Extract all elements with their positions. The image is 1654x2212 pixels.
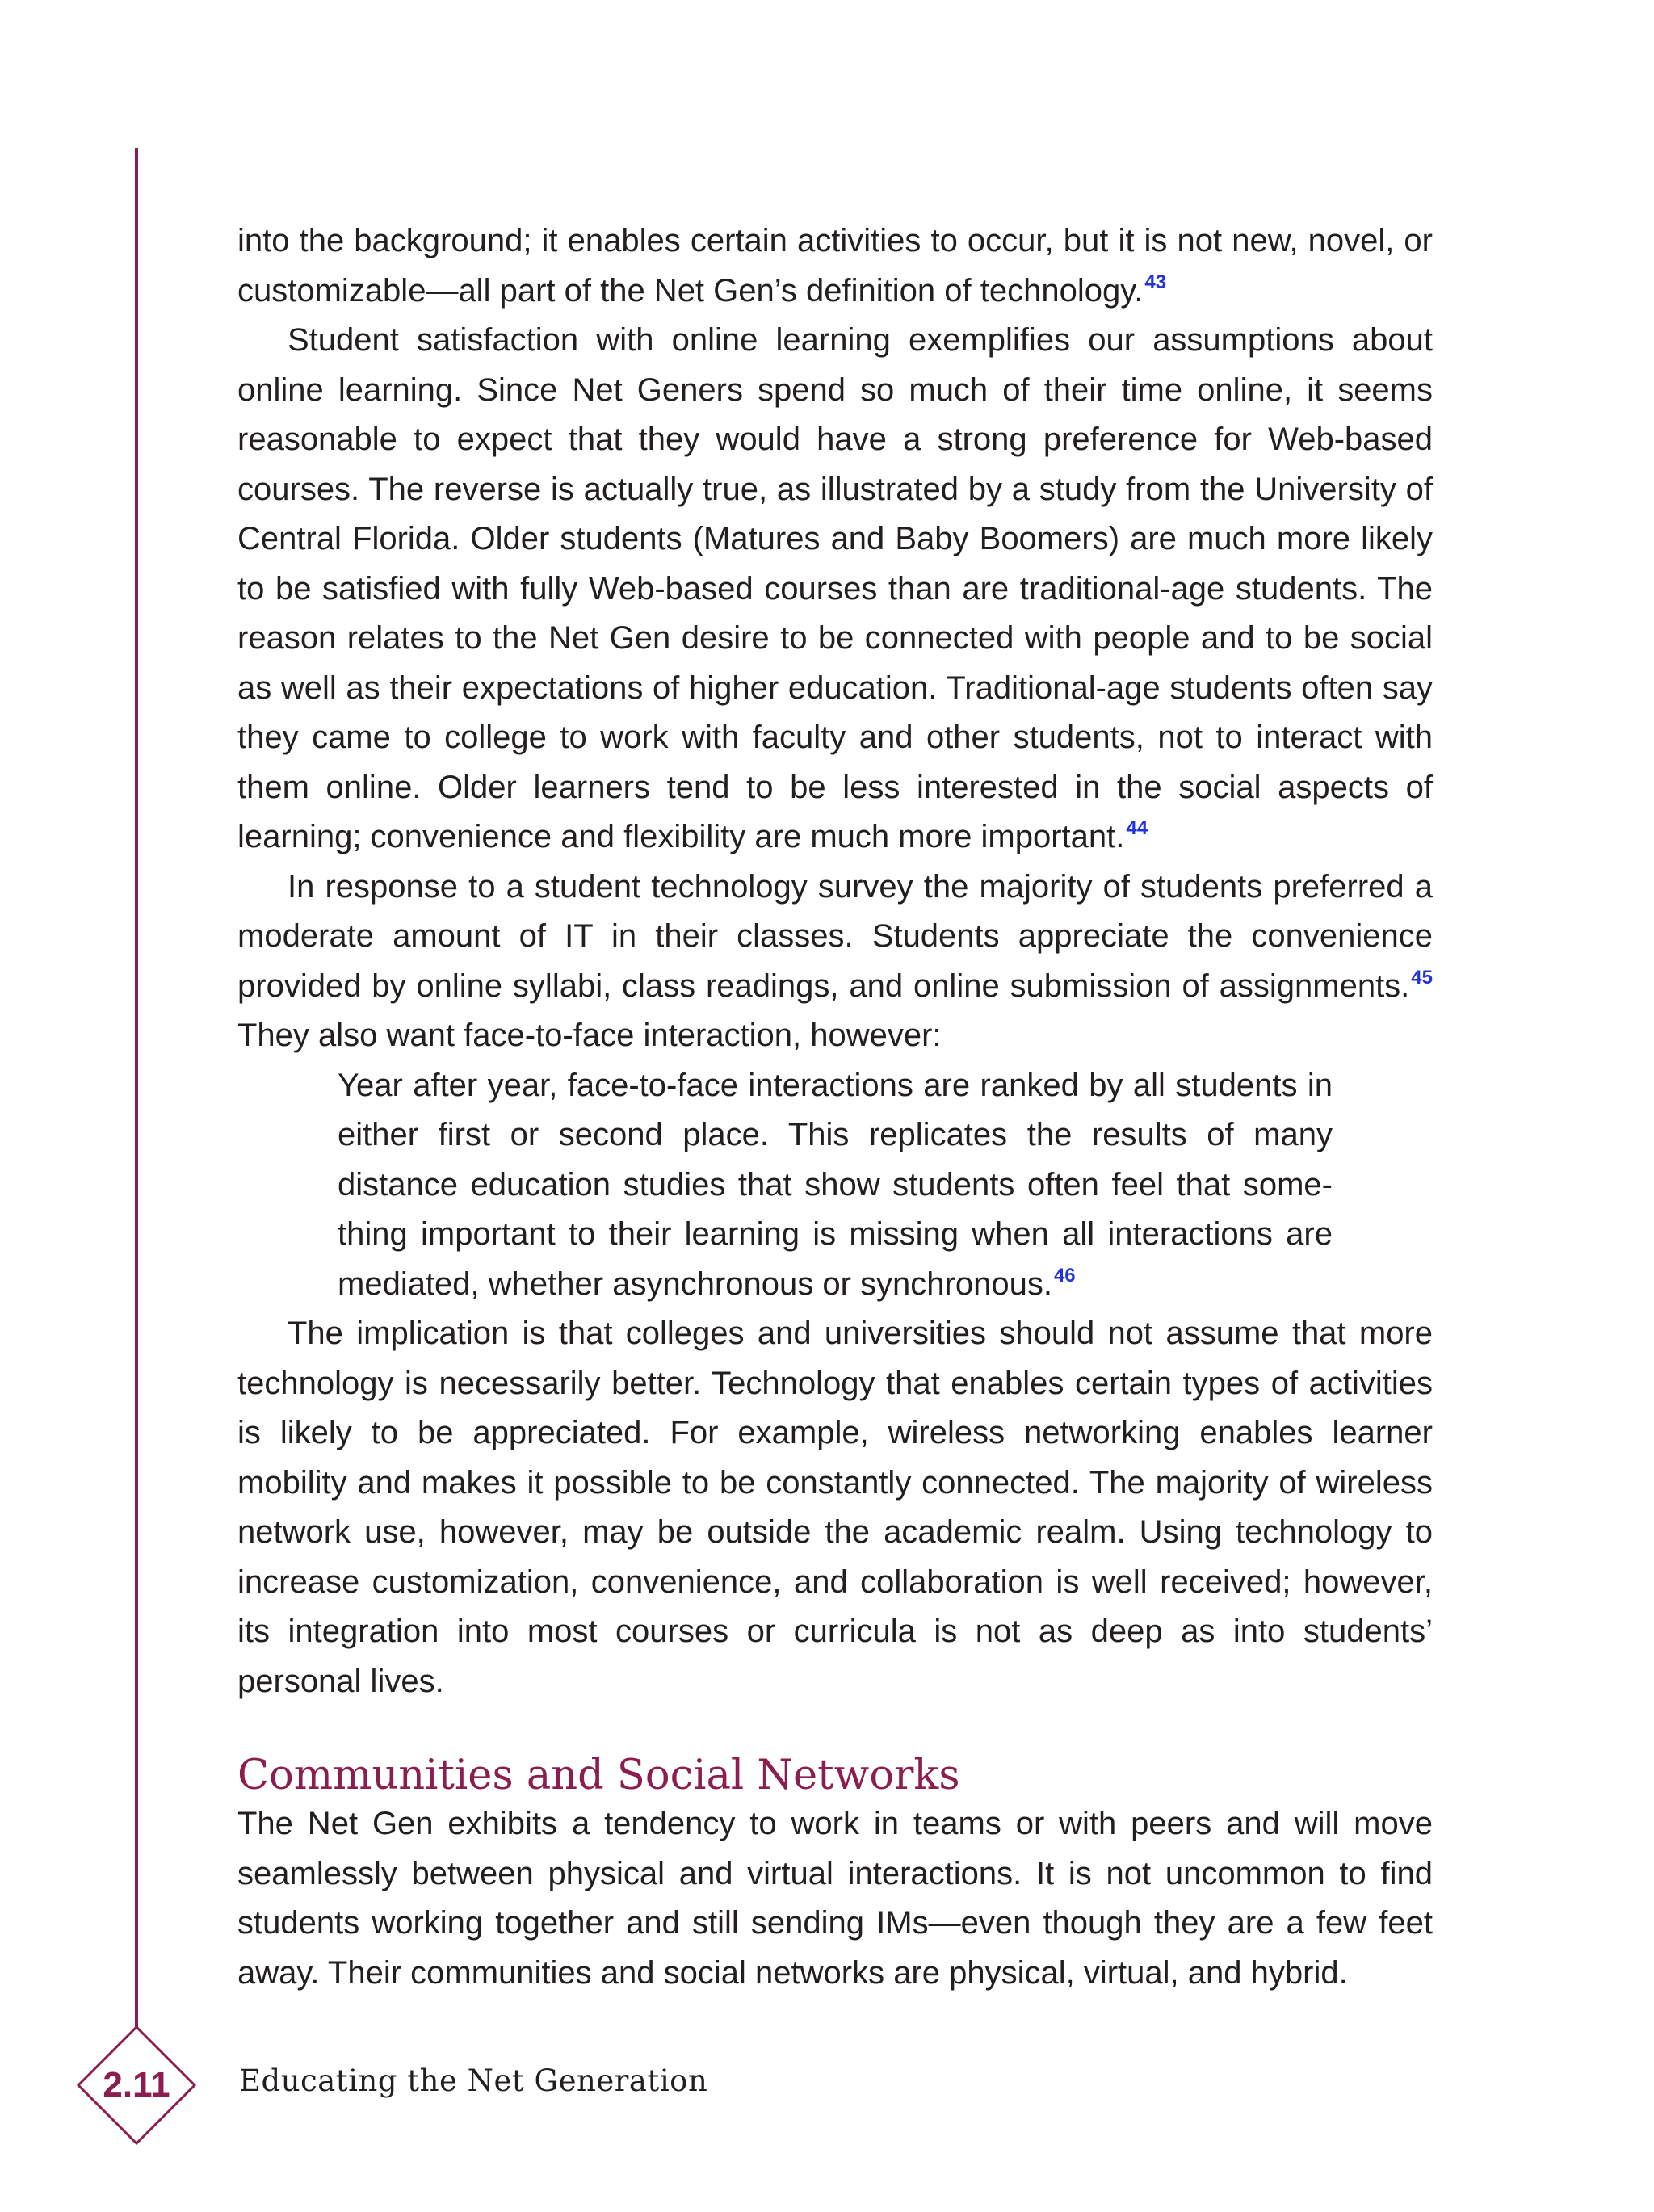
paragraph-2-text: Student satisfaction with online learning exemplifies our assumptions about online learning. Since Net Geners spend so much of their time online, it seems reasonable to expect that they would have a strong preference for Web-based courses. The reverse is actually true, as illustrated by a study from the University of Central Florida. Older students (Matures and Baby Boomers) are much more likely to be satisfied with fully Web-based courses than are traditional-age students. The reason relates to the Net Gen desire to be connected with people and to be social as well as their expectations of higher education. Traditional-age students often say they came to college to work with faculty and other students, not to interact with them online. Older learners tend to be less interested in the social aspects of learning; convenience and flexibility are much more important.: [237, 322, 1433, 854]
paragraph-2: [237, 316, 1433, 863]
paragraph-4-text: The implication is that colleges and universities should not assume that more technology is necessarily better. Technology that enables certain types of activities is likely to be appreciated. For example, wireless networking enables learner mobility and makes it possible to be constantly connected. The majority of wireless network use, however, may be outside the academic realm. Using technology to increase customization, convenience, and collaboration is well received; however, its integration into most courses or curricula is not as deep as into students’ personal lives.: [237, 1316, 1433, 1699]
paragraph-3-text-continued: They also want face-to-face interaction, however:: [237, 1018, 942, 1053]
paragraph-3: [237, 863, 1433, 1061]
section-paragraph-1: The Net Gen exhibits a tendency to work in teams or with peers and will move seamlessly between physical and virtual interactions. It is not uncommon to find students working together and still sending IMs—even though they are a few feet away. Their communities and social networks are physical, virtual, and hybrid.: [237, 1806, 1433, 1991]
paragraph-1-text: into the background; it enables certain activities to occur, but it is not new, novel, or customizable—all part of the Net Gen’s definition of technology.: [237, 223, 1433, 309]
footnote-ref-45[interactable]: 45: [1411, 966, 1433, 988]
footnote-ref-46[interactable]: 46: [1053, 1264, 1076, 1286]
block-quote: [237, 1061, 1433, 1310]
paragraph-4: [237, 1309, 1433, 1706]
footnote-ref-43[interactable]: 43: [1144, 271, 1167, 293]
footnote-ref-44[interactable]: 44: [1126, 817, 1148, 839]
running-footer-title: Educating the Net Generation: [239, 2063, 708, 2098]
body-text: [237, 216, 1433, 1998]
block-quote-text: Year after year, face-to-face interactions are ranked by all students in either first or second place. This replicates the results of many distance education studies that show students often feel that some-thing important to their learning is missing when all interactions are mediated, whether asynchronous or synchronous.: [338, 1067, 1333, 1302]
left-margin-rule: [135, 148, 138, 2027]
page-number: 2.11: [103, 2065, 170, 2105]
paragraph-3-text: In response to a student technology survey the majority of students preferred a moderate amount of IT in their classes. Students appreciate the convenience provided by online syllabi, class readings, and online submission of assignments.: [237, 868, 1433, 1004]
section-heading: Communities and Social Networks: [237, 1752, 960, 1799]
paragraph-1: [237, 216, 1433, 316]
